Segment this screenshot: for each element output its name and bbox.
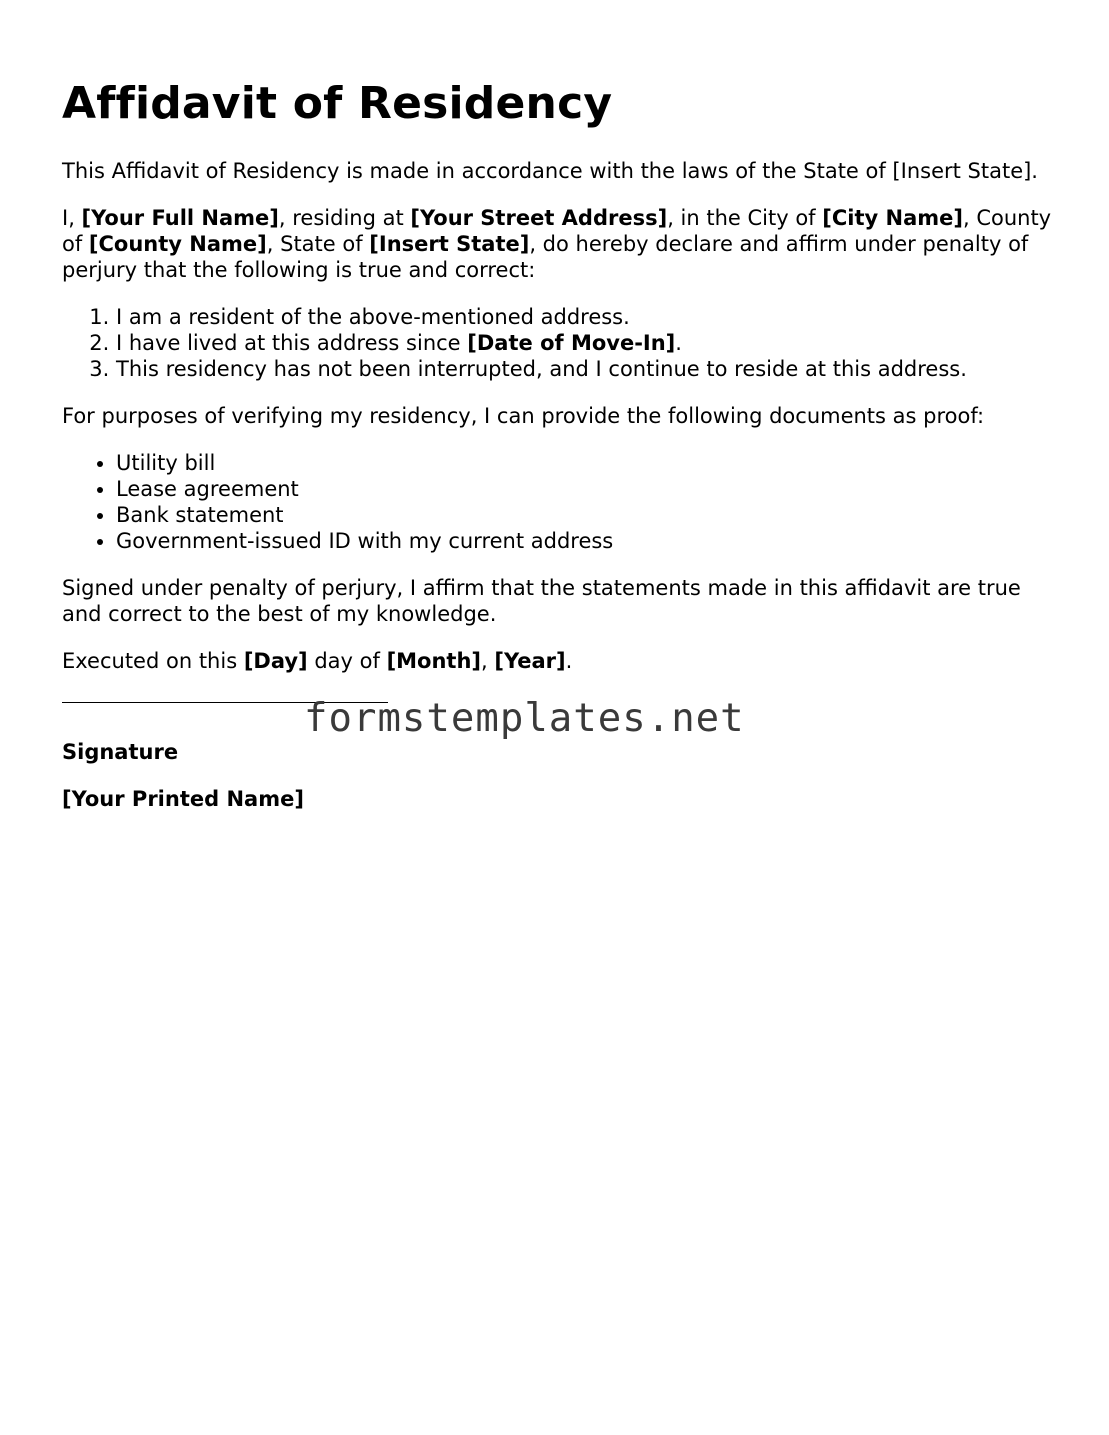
- signature-label: [62, 739, 1062, 765]
- proof-document-item: • Lease agreement: [116, 476, 1062, 502]
- declaration-text: , do hereby declare and affirm under penalty of perjury that the following is true and correct:: [62, 232, 1029, 282]
- proof-documents-list: [62, 450, 1062, 554]
- proof-document-item: • Utility bill: [116, 450, 1062, 476]
- execution-text: Executed on this: [62, 649, 244, 673]
- street-address-placeholder: [Your Street Address]: [410, 206, 668, 230]
- city-name-placeholder: [City Name]: [822, 206, 963, 230]
- intro-paragraph: This Affidavit of Residency is made in accordance with the laws of the State of [Insert State].: [62, 159, 1038, 183]
- execution-text: .: [565, 649, 573, 673]
- execution-text: day of: [307, 649, 387, 673]
- year-placeholder: [Year]: [494, 649, 566, 673]
- month-placeholder: [Month]: [386, 649, 482, 673]
- proof-intro-paragraph: For purposes of verifying my residency, I can provide the following documents as proof:: [62, 404, 985, 428]
- watermark: formstemplates.net: [304, 696, 745, 741]
- county-name-placeholder: [County Name]: [88, 232, 267, 256]
- statement-text: I have lived at this address since: [116, 331, 468, 355]
- declaration-text: , State of: [266, 232, 370, 256]
- affirmation-paragraph: Signed under penalty of perjury, I affirm that the statements made in this affidavit are true and correct to the best of my knowledge.: [62, 576, 1021, 626]
- proof-document-item: • Bank statement: [116, 502, 1062, 528]
- statement-item: 1. I am a resident of the above-mentioned address.: [116, 304, 1062, 330]
- execution-paragraph: [62, 648, 1062, 674]
- day-placeholder: [Day]: [243, 649, 308, 673]
- statement-item: 3. This residency has not been interrupted, and I continue to reside at this address.: [116, 356, 1062, 382]
- declaration-text: , County of: [62, 206, 1052, 256]
- execution-text: ,: [481, 649, 495, 673]
- declaration-paragraph: [62, 205, 1062, 283]
- declaration-text: , in the City of: [667, 206, 823, 230]
- declaration-text: I,: [62, 206, 82, 230]
- state-placeholder: [Insert State]: [369, 232, 530, 256]
- declaration-text: , residing at: [278, 206, 411, 230]
- statement-item: [116, 330, 1062, 356]
- statement-text: .: [675, 331, 682, 355]
- printed-name-placeholder: [Your Printed Name]: [62, 787, 304, 811]
- printed-name-label: [62, 786, 1062, 812]
- move-in-date-placeholder: [Date of Move-In]: [467, 331, 676, 355]
- signature-label-text: Signature: [62, 740, 179, 764]
- full-name-placeholder: [Your Full Name]: [81, 206, 279, 230]
- proof-document-item: • Government-issued ID with my current address: [116, 528, 1062, 554]
- document-title: Affidavit of Residency: [62, 78, 613, 129]
- statements-list: [62, 304, 1062, 382]
